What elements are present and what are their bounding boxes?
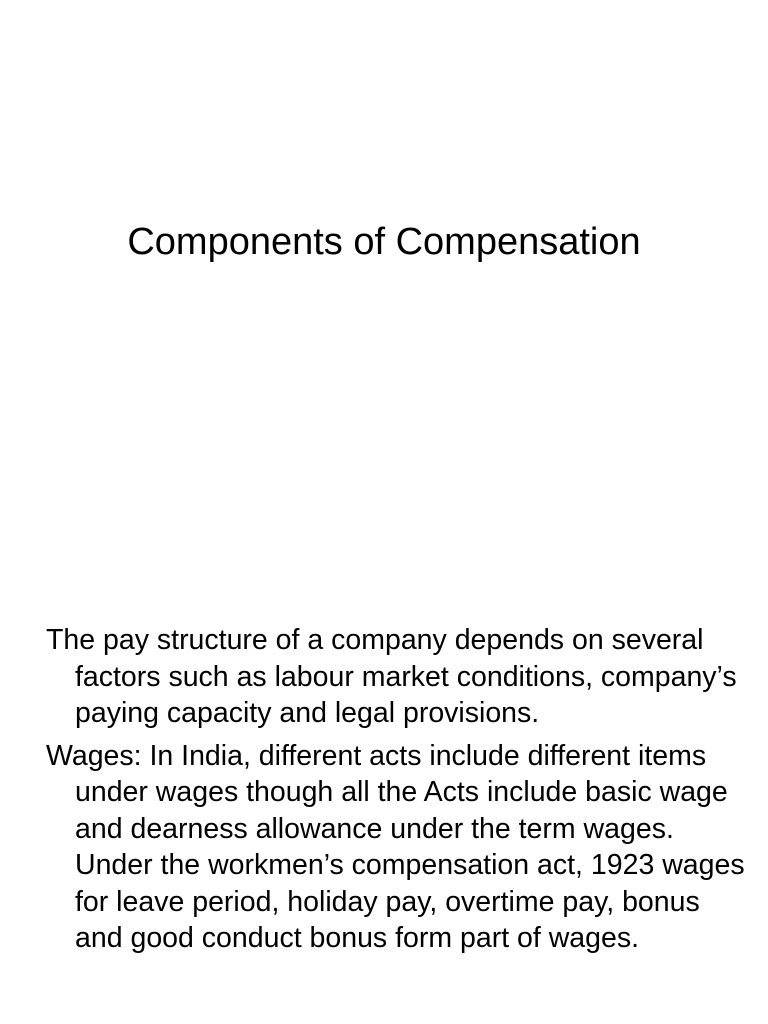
- body-paragraph-wages: Wages: In India, different acts include different items under wages though all the Acts include basic wage and dearness allowance under the term wages. Under the workmen’s compensation act, 1923 wages for leave period, holiday pay, overtime pay, bonus and good conduct bonus form part of wages.: [46, 739, 745, 954]
- body-paragraph-pay-structure: The pay structure of a company depends on several factors such as labour market conditions, company’s paying capacity and legal provisions.: [46, 624, 737, 729]
- slide-title: Components of Compensation: [127, 221, 641, 263]
- slide-body: [46, 622, 746, 963]
